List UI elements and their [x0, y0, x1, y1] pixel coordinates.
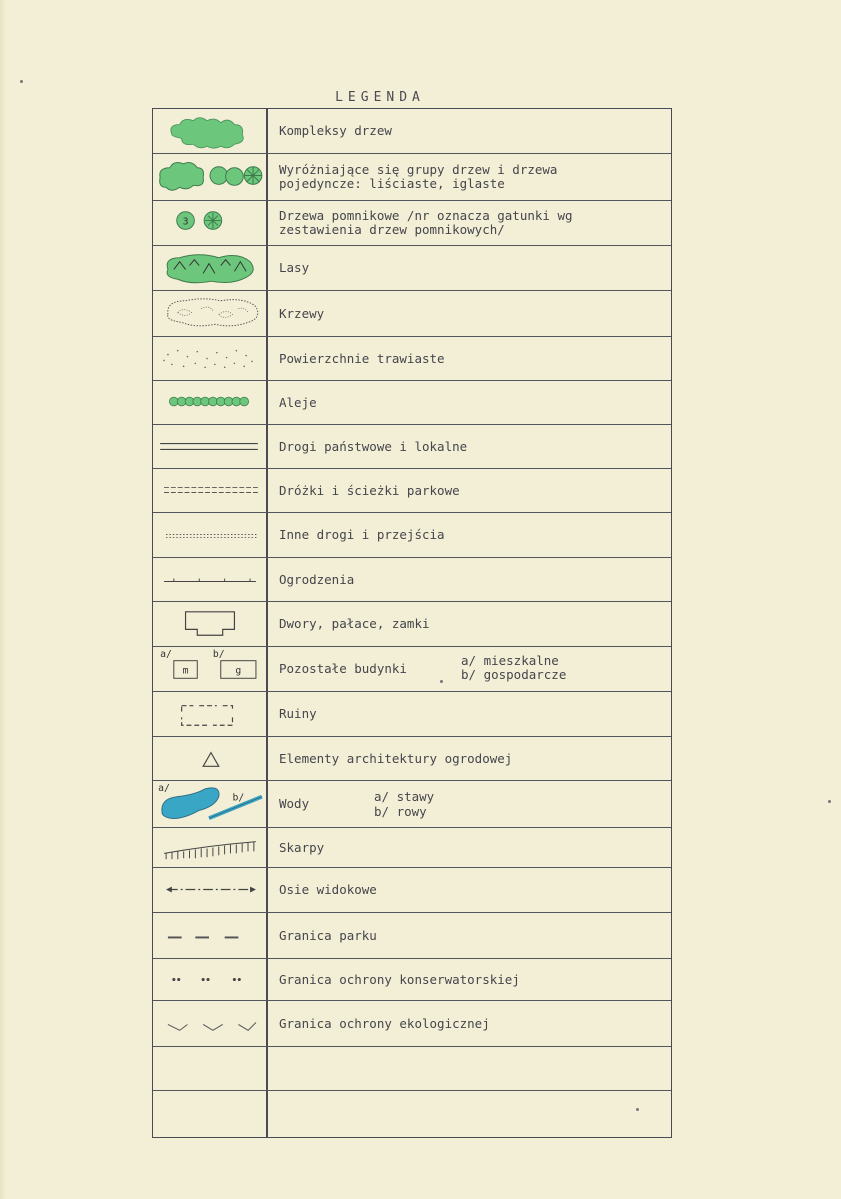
alley-icon	[153, 381, 266, 424]
legend-label: Wyróżniające się grupy drzew i drzewa pojedyncze: liściaste, iglaste	[279, 162, 558, 191]
legend-row-monument-tree	[153, 201, 671, 246]
legend-row-ruins	[153, 692, 671, 737]
legend-label: Drzewa pomnikowe /nr oznacza gatunki wg zestawienia drzew pomnikowych/	[279, 208, 573, 237]
building-letter-m: m	[182, 665, 189, 677]
ecological-border-icon	[153, 1001, 266, 1046]
symbol-label-b: b/	[212, 648, 225, 660]
legend-row-park-path	[153, 469, 671, 513]
legend-row-empty	[153, 1047, 671, 1091]
legend-row-buildings	[153, 647, 671, 692]
scan-speck	[636, 1108, 639, 1111]
legend-row-view-axis	[153, 868, 671, 913]
scan-speck	[828, 800, 831, 803]
symbol-label-b: b/	[232, 792, 245, 804]
legend-label: Inne drogi i przejścia	[279, 527, 445, 542]
legend-row-tree-groups	[153, 154, 671, 201]
legend-label: Powierzchnie trawiaste	[279, 350, 445, 366]
page-title: LEGENDA	[335, 90, 425, 105]
forest-icon	[153, 246, 266, 290]
legend-row-park-border	[153, 913, 671, 959]
legend-row-water	[153, 781, 671, 828]
legend-label: Granica parku	[279, 927, 377, 943]
conservation-border-icon	[153, 959, 266, 1000]
legend-label: Pozostałe budynki	[279, 661, 407, 676]
grass-icon	[153, 337, 266, 380]
other-path-icon	[153, 513, 266, 557]
legend-label	[279, 1091, 663, 1136]
legend-table	[152, 108, 672, 1138]
legend-label: Osie widokowe	[279, 882, 377, 897]
legend-label: Ogrodzenia	[279, 571, 355, 587]
page-edge	[0, 0, 6, 1199]
scan-speck	[440, 680, 443, 683]
building-letter-g: g	[235, 665, 242, 677]
park-path-icon	[153, 469, 266, 512]
scan-speck	[20, 80, 23, 83]
legend-row-forest	[153, 246, 671, 291]
legend-label: Kompleksy drzew	[279, 123, 392, 138]
water-icon	[153, 781, 266, 827]
legend-label: Lasy	[279, 260, 310, 275]
legend-label: Krzewy	[279, 305, 325, 321]
legend-label: Dwory, pałace, zamki	[279, 616, 430, 631]
park-border-icon	[153, 913, 266, 958]
legend-row-other-path	[153, 513, 671, 558]
legend-label: Elementy architektury ogrodowej	[279, 750, 513, 766]
legend-row-fence	[153, 558, 671, 602]
legend-row-conservation-border	[153, 959, 671, 1001]
legend-sub-a: a/ mieszkalne	[461, 653, 559, 668]
shrubs-icon	[153, 291, 266, 336]
legend-label	[279, 1047, 663, 1090]
legend-row-garden-architecture	[153, 737, 671, 781]
view-axis-icon	[153, 868, 266, 912]
symbol-label-a: a/	[158, 782, 170, 794]
legend-label: Wody	[279, 796, 310, 811]
legend-row-shrubs	[153, 291, 671, 337]
fence-icon	[153, 558, 266, 601]
manor-icon	[153, 602, 266, 646]
monument-number: 3	[182, 216, 189, 228]
legend-row-main-road	[153, 425, 671, 469]
legend-label: Ruiny	[279, 706, 317, 721]
escarpment-icon	[153, 828, 266, 867]
legend-row-empty	[153, 1091, 671, 1136]
legend-row-grass	[153, 337, 671, 381]
legend-sub-a: a/ stawy	[374, 789, 435, 804]
legend-label: Dróżki i ścieżki parkowe	[279, 482, 460, 498]
empty-symbol-cell	[153, 1091, 266, 1136]
legend-row-escarpment	[153, 828, 671, 868]
legend-row-manor	[153, 602, 671, 647]
legend-label: Skarpy	[279, 839, 325, 855]
legend-label: Granica ochrony konserwatorskiej	[279, 971, 520, 987]
legend-sub-b: b/ rowy	[374, 804, 427, 819]
buildings-icon	[153, 647, 266, 691]
ruins-icon	[153, 692, 266, 736]
legend-row-tree-complex	[153, 109, 671, 154]
legend-label: Aleje	[279, 394, 317, 410]
tree-complex-icon	[153, 109, 266, 153]
monument-tree-icon	[153, 201, 266, 245]
legend-row-ecological-border	[153, 1001, 671, 1047]
main-road-icon	[153, 425, 266, 468]
legend-row-alley	[153, 381, 671, 425]
legend-sub-b: b/ gospodarcze	[461, 667, 567, 682]
tree-groups-icon	[153, 154, 266, 200]
legend-label: Granica ochrony ekologicznej	[279, 1015, 490, 1031]
legend-label: Drogi państwowe i lokalne	[279, 438, 468, 454]
empty-symbol-cell	[153, 1047, 266, 1090]
triangle-icon	[153, 737, 266, 780]
symbol-label-a: a/	[160, 648, 172, 660]
